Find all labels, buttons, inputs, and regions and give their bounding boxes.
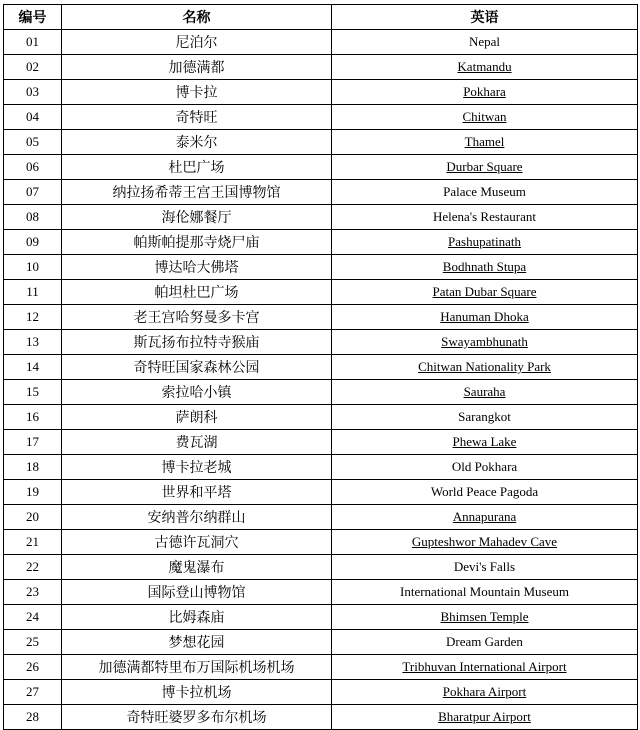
cell-english [332,430,638,455]
cell-name: 安纳普尔纳群山 [62,505,332,530]
cell-id: 15 [4,380,62,405]
table-row [4,455,638,480]
table-row [4,705,638,730]
cell-english [332,630,638,655]
table-row [4,180,638,205]
cell-english-text: International Mountain Museum [400,584,569,599]
cell-id: 06 [4,155,62,180]
cell-name: 泰米尔 [62,130,332,155]
cell-english-text: Durbar Square [446,159,523,174]
cell-name: 博卡拉 [62,80,332,105]
table-body [4,30,638,730]
cell-english-text: Katmandu [457,59,512,74]
cell-name: 博达哈大佛塔 [62,255,332,280]
table-row [4,680,638,705]
table-row [4,80,638,105]
table-row [4,330,638,355]
table-row [4,405,638,430]
cell-english-text: Thamel [464,134,505,149]
table-row [4,305,638,330]
table-row [4,480,638,505]
cell-english-text: Annapurana [452,509,517,524]
cell-english [332,180,638,205]
cell-id: 08 [4,205,62,230]
cell-id: 17 [4,430,62,455]
table-row [4,555,638,580]
cell-name: 斯瓦扬布拉特寺猴庙 [62,330,332,355]
cell-name: 萨朗科 [62,405,332,430]
cell-english [332,530,638,555]
cell-name: 海伦娜餐厅 [62,205,332,230]
column-header-english: 英语 [332,5,638,30]
cell-english-text: Sauraha [463,384,506,399]
cell-english [332,155,638,180]
cell-id: 07 [4,180,62,205]
table-row [4,355,638,380]
cell-name: 纳拉扬希蒂王宫王国博物馆 [62,180,332,205]
cell-english [332,230,638,255]
cell-english-text: Chitwan Nationality Park [418,359,551,374]
cell-name: 老王宫哈努曼多卡宫 [62,305,332,330]
cell-english [332,130,638,155]
table-row [4,605,638,630]
cell-english-text: Bhimsen Temple [440,609,529,624]
cell-english [332,380,638,405]
cell-english [332,555,638,580]
column-header-name: 名称 [62,5,332,30]
cell-id: 01 [4,30,62,55]
cell-id: 26 [4,655,62,680]
cell-name: 帕坦杜巴广场 [62,280,332,305]
cell-english [332,505,638,530]
cell-id: 12 [4,305,62,330]
cell-english [332,105,638,130]
cell-name: 梦想花园 [62,630,332,655]
table-row [4,130,638,155]
cell-name: 奇特旺 [62,105,332,130]
places-table [3,4,638,730]
cell-english-text: Devi's Falls [453,559,516,574]
cell-english-text: Old Pokhara [451,459,518,474]
cell-name: 博卡拉老城 [62,455,332,480]
cell-english [332,455,638,480]
cell-english-text: Helena's Restaurant [432,209,537,224]
table-row [4,430,638,455]
cell-id: 05 [4,130,62,155]
cell-english [332,30,638,55]
table-header [4,5,638,30]
cell-english [332,80,638,105]
cell-english-text: Hanuman Dhoka [440,309,529,324]
cell-name: 费瓦湖 [62,430,332,455]
cell-id: 20 [4,505,62,530]
cell-name: 奇特旺国家森林公园 [62,355,332,380]
cell-name: 国际登山博物馆 [62,580,332,605]
cell-id: 19 [4,480,62,505]
cell-english [332,280,638,305]
cell-name: 杜巴广场 [62,155,332,180]
cell-name: 尼泊尔 [62,30,332,55]
cell-english-text: Phewa Lake [452,434,517,449]
cell-english [332,355,638,380]
table-row [4,230,638,255]
cell-english [332,480,638,505]
table-row [4,155,638,180]
table-row [4,580,638,605]
cell-id: 04 [4,105,62,130]
table-row [4,380,638,405]
cell-name: 魔鬼瀑布 [62,555,332,580]
cell-id: 21 [4,530,62,555]
table-row [4,655,638,680]
cell-id: 13 [4,330,62,355]
cell-english-text: Sarangkot [458,409,511,424]
cell-english-text: Swayambhunath [441,334,528,349]
cell-english [332,680,638,705]
cell-english-text: Pashupatinath [448,234,521,249]
cell-english [332,705,638,730]
cell-id: 03 [4,80,62,105]
cell-id: 28 [4,705,62,730]
table-row [4,280,638,305]
cell-name: 世界和平塔 [62,480,332,505]
cell-id: 11 [4,280,62,305]
cell-id: 16 [4,405,62,430]
cell-english-text: Palace Museum [443,184,526,199]
cell-name: 古德许瓦洞穴 [62,530,332,555]
cell-name: 加德满都特里布万国际机场机场 [62,655,332,680]
cell-english [332,205,638,230]
cell-id: 02 [4,55,62,80]
cell-id: 25 [4,630,62,655]
cell-id: 22 [4,555,62,580]
cell-english-text: Tribhuvan International Airport [402,659,567,674]
cell-english [332,255,638,280]
table-row [4,55,638,80]
cell-english [332,55,638,80]
cell-name: 比姆森庙 [62,605,332,630]
table-row [4,505,638,530]
cell-name: 帕斯帕提那寺烧尸庙 [62,230,332,255]
cell-english-text: Nepal [468,34,501,49]
table-row [4,255,638,280]
cell-id: 10 [4,255,62,280]
table-row [4,30,638,55]
cell-name: 索拉哈小镇 [62,380,332,405]
cell-id: 18 [4,455,62,480]
cell-english [332,605,638,630]
cell-id: 23 [4,580,62,605]
table-row [4,530,638,555]
cell-name: 博卡拉机场 [62,680,332,705]
cell-english-text: Pokhara [463,84,506,99]
cell-id: 27 [4,680,62,705]
cell-english [332,330,638,355]
cell-english-text: Pokhara Airport [442,684,527,699]
cell-english-text: Patan Dubar Square [432,284,537,299]
cell-name: 加德满都 [62,55,332,80]
cell-english [332,580,638,605]
cell-id: 24 [4,605,62,630]
cell-english [332,655,638,680]
cell-english-text: Gupteshwor Mahadev Cave [411,534,558,549]
table-row [4,105,638,130]
cell-english-text: Bharatpur Airport [438,709,531,724]
table-header-row [4,5,638,30]
column-header-id: 编号 [4,5,62,30]
table-row [4,205,638,230]
cell-english-text: Bodhnath Stupa [442,259,527,274]
cell-id: 09 [4,230,62,255]
cell-english-text: Chitwan [462,109,507,124]
cell-id: 14 [4,355,62,380]
cell-english-text: World Peace Pagoda [430,484,539,499]
cell-name: 奇特旺婆罗多布尔机场 [62,705,332,730]
cell-english-text: Dream Garden [446,634,523,649]
table-row [4,630,638,655]
cell-english [332,305,638,330]
cell-english [332,405,638,430]
